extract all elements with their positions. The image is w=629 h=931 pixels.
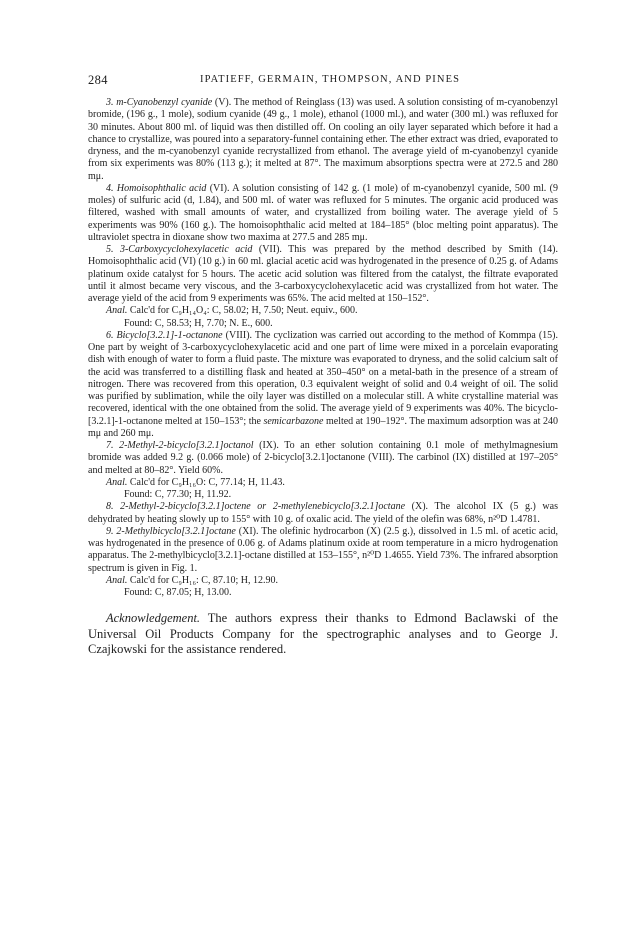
article-body bbox=[88, 97, 558, 658]
compound-title: 6. Bicyclo[3.2.1]-1-octanone bbox=[106, 329, 223, 341]
paragraph-5: 5. 3-Carboxycyclohexylacetic acid (VII). This was prepared by the method described by Smith (14). Homoisophthalic acid (VI) (10 g.) in 60 ml. glacial acetic acid was hydrogenated in the presence of 0.25 g. of Adams platinum oxide catalyst for 5 hours. The acetic acid solution was filtered from the catalyst, the filtrate evaporated until it almost became very viscous, and the 3-carboxycyclohexylacetic acid was crystallized from hot water. The average yield of the acid from 9 experiments was 65%. The acid melted at 150–152°. bbox=[88, 244, 558, 304]
analysis-line: Anal. Calc'd for C₉H₁₄O₄: C, 58.02; H, 7.50; Neut. equiv., 600. bbox=[106, 305, 358, 317]
paragraph-8: 8. 2-Methyl-2-bicyclo[3.2.1]octene or 2-methylenebicyclo[3.2.1]octane (X). The alcohol IX (5 g.) was dehydrated by heating slowly up to 155° with 10 g. of oxalic acid. The yield of the olefin was 68%, n²⁰D 1.4781. bbox=[88, 501, 558, 525]
analysis-line: Anal. Calc'd for C₉H₁₆: C, 87.10; H, 12.90. bbox=[106, 574, 278, 586]
compound-title: 7. 2-Methyl-2-bicyclo[3.2.1]octanol bbox=[106, 440, 254, 451]
acknowledgement: Acknowledgement. The authors express their thanks to Edmond Baclawski of the Universal Oil Products Company for the spectrographic analyses and to George J. Czajkowski for the assistance rendered. bbox=[88, 611, 558, 657]
found-line: Found: C, 77.30; H, 11.92. bbox=[124, 489, 232, 500]
found-line: Found: C, 87.05; H, 13.00. bbox=[124, 587, 232, 598]
acknowledgement-title: Acknowledgement. bbox=[106, 611, 201, 626]
compound-title: 4. Homoisophthalic acid bbox=[106, 182, 207, 194]
paragraph-3: 3. m-Cyanobenzyl cyanide (V). The method of Reinglass (13) was used. A solution consisting of m-cyanobenzyl bromide, (196 g., 1 mole), sodium cyanide (49 g., 1 mole), ethanol (1000 ml.), and water (300 ml.) was refluxed for 30 minutes. About 800 ml. of liquid was then distilled off. On cooling an oily layer separated which before it had a chance to crystallize, was poured into a separatory-funnel containing ether. The ether extract was dried, evaporated to dryness, and the m-cyanobenzyl cyanide recrystallized from ethanol. The average yield of m-cyanobenzyl cyanide from six experiments was 80% (113 g.); it melted at 87°. The maximum absorptions spectra were at 272.5 and 280 mμ. bbox=[88, 97, 558, 182]
paragraph-4: 4. Homoisophthalic acid (VI). A solution consisting of 142 g. (1 mole) of m-cyanobenzyl cyanide, 500 ml. (9 moles) of sulfuric acid (d, 1.84), and 500 ml. of water was refluxed for 5 minutes. The organic acid produced was filtered, washed with small amounts of water, and crystallized from boiling water. The average yield of 5 experiments was 90% (160 g.). The homoisophthalic acid melted at 184–185° (bloc melting point apparatus). The ultraviolet spectra in dioxane show two maxima at 277.5 and 285 mμ. bbox=[88, 182, 558, 243]
compound-title: 8. 2-Methyl-2-bicyclo[3.2.1]octene or 2-methylenebicyclo[3.2.1]octane bbox=[106, 501, 406, 513]
compound-title: 3. m-Cyanobenzyl cyanide bbox=[106, 97, 213, 108]
paragraph-7: 7. 2-Methyl-2-bicyclo[3.2.1]octanol (IX). To an ether solution containing 0.1 mole of methylmagnesium bromide was added 9.2 g. (0.066 mole) of 2-bicyclo[3.2.1]octanone (VIII). The carbinol (IX) distilled at 197–205° and melted at 80–82°. Yield 60%. bbox=[88, 440, 559, 476]
paragraph-9: 9. 2-Methylbicyclo[3.2.1]octane (XI). The olefinic hydrocarbon (X) (2.5 g.), dissolved in 1.5 ml. of acetic acid, was hydrogenated in the presence of 0.06 g. of Adams platinum oxide at room temperature in a micro hydrogenation apparatus. The 2-methylbicyclo[3.2.1]-octane distilled at 153–155°, n²⁰D 1.4655. Yield 73%. The infrared absorption spectrum is given in Fig. 1. bbox=[88, 525, 559, 574]
page-number: 284 bbox=[88, 73, 108, 87]
running-head: IPATIEFF, GERMAIN, THOMPSON, AND PINES bbox=[200, 74, 461, 85]
found-line: Found: C, 58.53; H, 7.70; N. E., 600. bbox=[124, 317, 273, 329]
compound-title: 5. 3-Carboxycyclohexylacetic acid bbox=[106, 244, 253, 255]
paragraph-6: 6. Bicyclo[3.2.1]-1-octanone (VIII). The cyclization was carried out according to the method of Kommpa (15). One part by weight of 3-carboxycyclohexylacetic acid and one part of lime were mixed in a porcelain evaporating dish with enough of water to form a fluid paste. The mixture was evaporated to dryness, and the solid calcium salt of the acid was transferred to a distilling flask and heated at 350–450° on a metal-bath in the presence of a stream of nitrogen. There was recovered from this operation, 0.3 equivalent weight of solid and 0.4 weight of oil. The solid was purified by sublimation, while the oily layer was distilled on a molecular still. A white crystalline material was recovered, identical with the one obtained from the solid. The average yield of 9 experiments was 40%. The bicyclo-[3.2.1]-1-octanone melted at 150–153°; the semicarbazone melted at 190–192°. The maximum adsorption was at 240 mμ and 260 mμ. bbox=[88, 329, 558, 439]
analysis-line: Anal. Calc'd for C₉H₁₆O: C, 77.14; H, 11.43. bbox=[106, 476, 285, 488]
compound-title: 9. 2-Methylbicyclo[3.2.1]octane bbox=[106, 525, 236, 537]
